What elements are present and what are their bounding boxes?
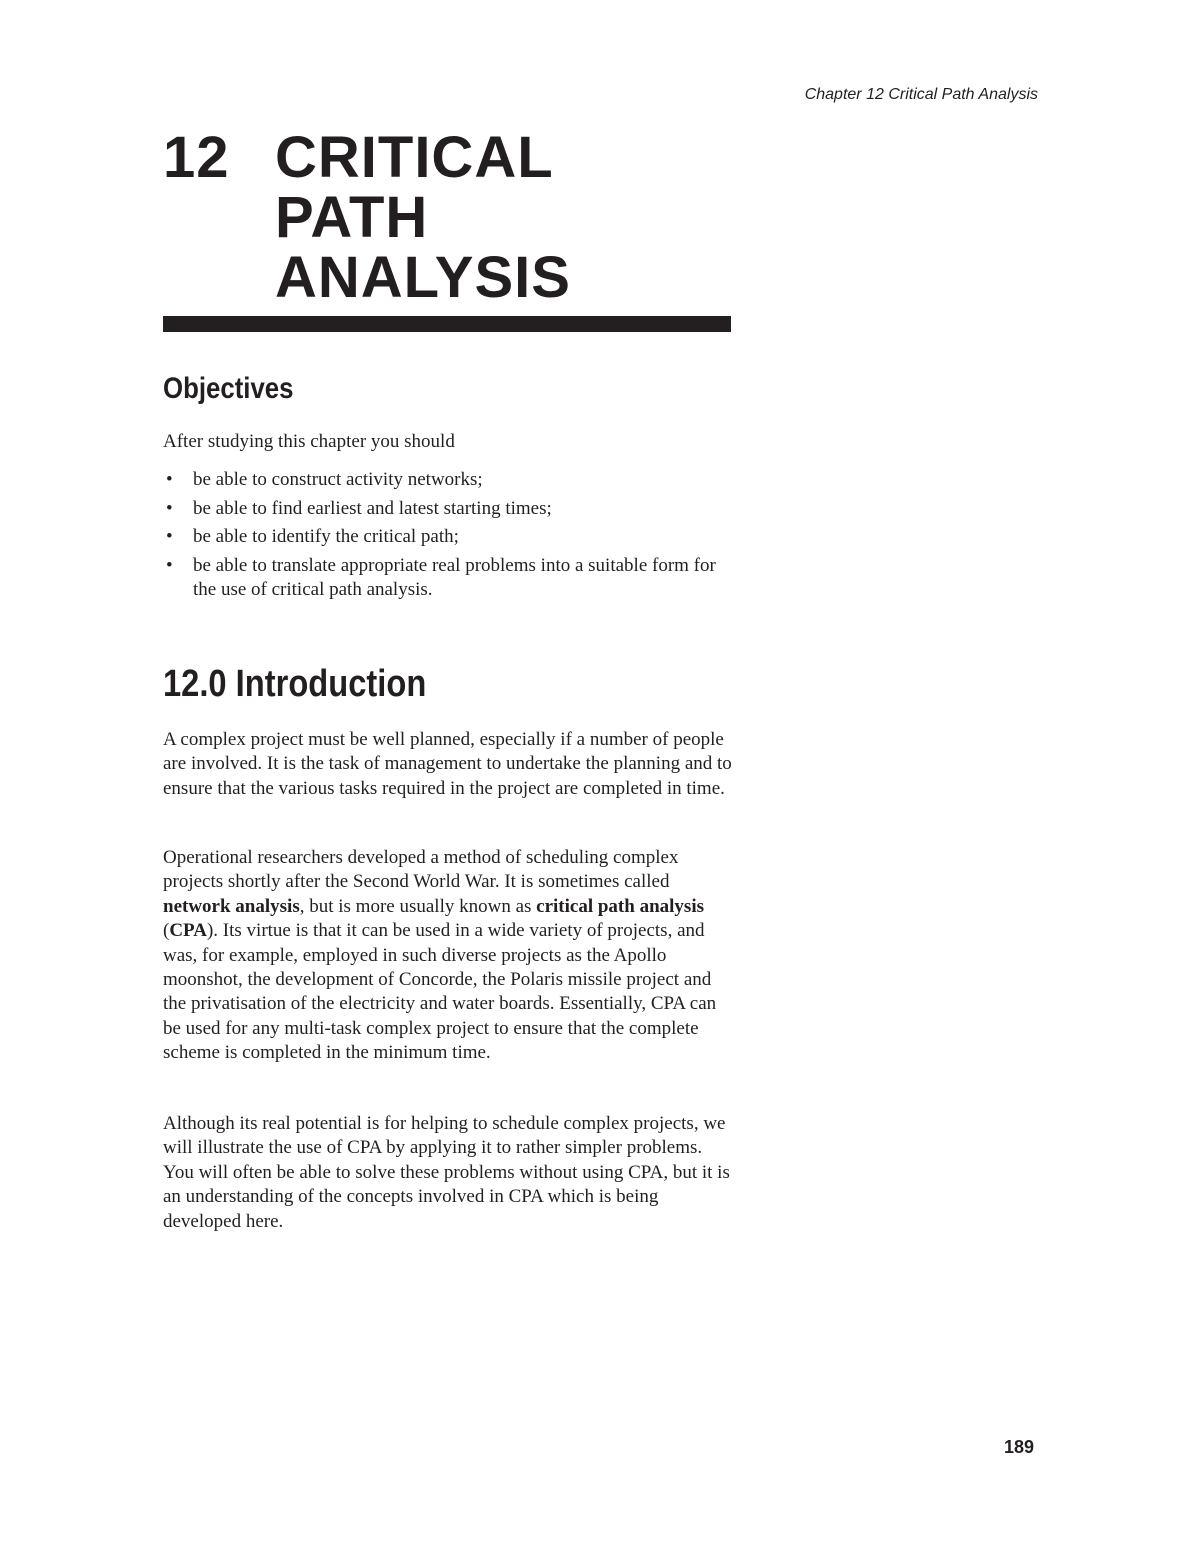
chapter-title-line: CRITICAL: [275, 125, 554, 190]
title-rule: [163, 316, 731, 332]
bullet: •: [166, 554, 173, 576]
term-network-analysis: network analysis: [163, 895, 300, 917]
paragraph-text: (: [163, 920, 170, 942]
objective-text: be able to find earliest and latest starting times;: [193, 497, 552, 519]
running-header: Chapter 12 Critical Path Analysis: [804, 86, 1038, 103]
paragraph-text: , but is more usually known as: [299, 895, 537, 917]
chapter-title-line: ANALYSIS: [275, 245, 571, 310]
bullet: •: [166, 469, 173, 490]
introduction-paragraph-2: [163, 846, 733, 1066]
chapter-title-line: PATH: [275, 185, 429, 250]
paragraph-text: Operational researchers developed a method of scheduling complex projects shortly after the Second World War. It is sometimes called: [163, 847, 679, 893]
objectives-lead: After studying this chapter you should: [163, 431, 455, 452]
bullet: •: [166, 497, 173, 519]
objective-text: be able to construct activity networks;: [193, 469, 483, 490]
introduction-paragraph-3: Although its real potential is for helping to schedule complex projects, we will illustrate the use of CPA by applying it to rather simpler problems. You will often be able to solve these problems without using CPA, but it is an understanding of the concepts involved in CPA which is being developed here.: [163, 1113, 730, 1232]
page-number: 189: [1003, 1437, 1034, 1457]
list-item: [163, 554, 733, 603]
term-critical-path-analysis: critical path analysis: [536, 895, 704, 917]
chapter-title-words: [275, 125, 571, 310]
objectives-heading: Objectives: [163, 372, 294, 405]
objective-text: be able to identify the critical path;: [193, 526, 459, 548]
introduction-heading: 12.0 Introduction: [163, 663, 427, 705]
objective-text: be able to translate appropriate real problems into a suitable form for the use of critical path analysis.: [193, 554, 716, 601]
list-item: [163, 525, 733, 549]
chapter-number: 12: [163, 125, 230, 190]
bullet: •: [166, 526, 173, 548]
list-item: [163, 497, 733, 521]
list-item: [163, 468, 733, 492]
objectives-list: [163, 468, 733, 607]
paragraph-text: ). Its virtue is that it can be used in a wide variety of projects, and was, for example, employed in such diverse projects as the Apollo moonshot, the development of Concorde, the Polaris missile project and the privatisation of the electricity and water boards. Essentially, CPA can be used for any multi-task complex project to ensure that the complete scheme is completed in the minimum time.: [163, 920, 717, 1064]
introduction-paragraph-1: A complex project must be well planned, especially if a number of people are involved. It is the task of management to undertake the planning and to ensure that the various tasks required in the project are completed in time.: [163, 729, 732, 799]
term-cpa: CPA: [169, 920, 207, 942]
